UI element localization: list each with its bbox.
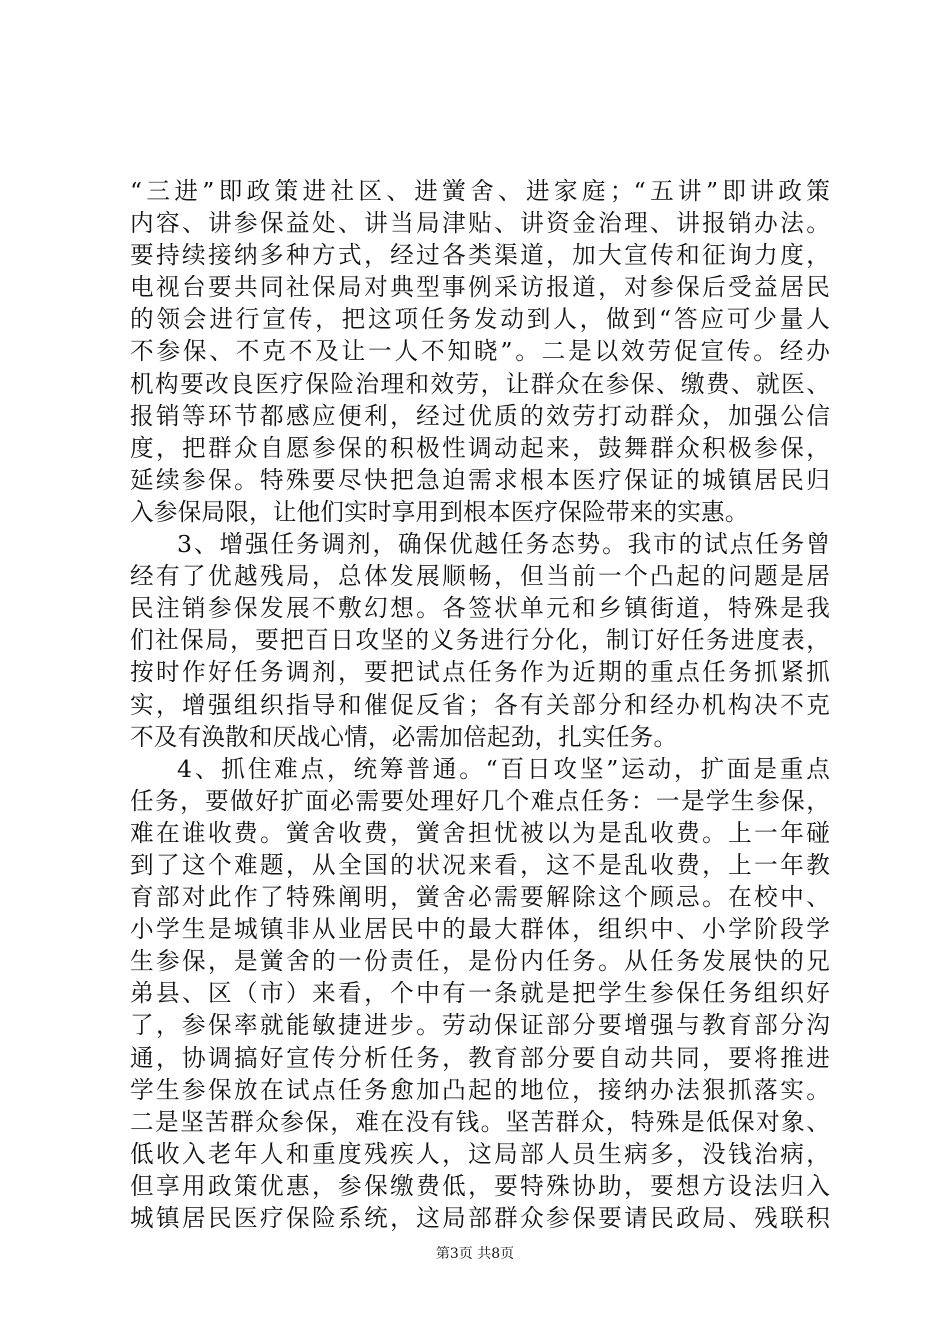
text-line: 延续参保。特殊要尽快把急迫需求根本医疗保证的城镇居民归	[130, 465, 830, 494]
text-line: 生参保，是黉舍的一份责任，是份内任务。从任务发展快的兄	[130, 947, 830, 976]
text-line: “三进”即政策进社区、进黉舍、进家庭；“五讲”即讲政策	[130, 177, 830, 205]
text-line: 学生参保放在试点任务愈加凸起的地位，接纳办法狠抓落实。	[130, 1075, 830, 1104]
text-line: 弟县、区（市）来看，个中有一条就是把学生参保任务组织好	[130, 979, 830, 1008]
text-line: 入参保局限，让他们实时享用到根本医疗保险带来的实惠。	[130, 497, 749, 526]
text-line: 难在谁收费。黉舍收费，黉舍担忧被以为是乱收费。上一年碰	[130, 818, 830, 847]
text-line: 了，参保率就能敏捷进步。劳动保证部分要增强与教育部分沟	[130, 1011, 830, 1040]
text-line: 民注销参保发展不敷幻想。各签状单元和乡镇街道，特殊是我	[130, 594, 830, 623]
text-line: 通，协调搞好宣传分析任务，教育部分要自动共同，要将推进	[130, 1043, 830, 1072]
text-line: 3、增强任务调剂，确保优越任务态势。我市的试点任务曾	[177, 530, 830, 559]
text-line: 小学生是城镇非从业居民中的最大群体，组织中、小学阶段学	[130, 915, 830, 944]
text-line: 经有了优越残局，总体发展顺畅，但当前一个凸起的问题是居	[130, 562, 830, 591]
text-line: 任务，要做好扩面必需要处理好几个难点任务：一是学生参保，	[130, 786, 830, 815]
text-line: 低收入老年人和重度残疾人，这局部人员生病多，没钱治病，	[130, 1139, 830, 1168]
text-line: 要持续接纳多种方式，经过各类渠道，加大宣传和征询力度，	[130, 241, 830, 270]
text-line: 城镇居民医疗保险系统，这局部群众参保要请民政局、残联积	[130, 1204, 830, 1232]
text-line: 们社保局，要把百日攻坚的义务进行分化，制订好任务进度表，	[130, 626, 830, 655]
page-footer: 第3页 共8页	[435, 1246, 515, 1262]
text-line: 但享用政策优惠，参保缴费低，要特殊协助，要想方设法归入	[130, 1171, 830, 1200]
text-line: 不参保、不克不及让一人不知晓”。二是以效劳促宣传。经办	[130, 337, 830, 366]
text-line: 育部对此作了特殊阐明，黉舍必需要解除这个顾忌。在校中、	[130, 883, 830, 912]
text-line: 按时作好任务调剂，要把试点任务作为近期的重点任务抓紧抓	[130, 658, 830, 687]
text-line: 4、抓住难点，统筹普通。“百日攻坚”运动，扩面是重点	[177, 754, 830, 783]
text-line: 实，增强组织指导和催促反省；各有关部分和经办机构决不克	[130, 690, 830, 719]
document-body	[130, 175, 830, 1234]
text-line: 度，把群众自愿参保的积极性调动起来，鼓舞群众积极参保，	[130, 433, 830, 462]
text-line: 机构要改良医疗保险治理和效劳，让群众在参保、缴费、就医、	[130, 369, 830, 398]
text-line: 到了这个难题，从全国的状况来看，这不是乱收费，上一年教	[130, 850, 830, 879]
text-line: 的领会进行宣传，把这项任务发动到人，做到“答应可少量人	[130, 305, 830, 334]
text-line: 电视台要共同社保局对典型事例采访报道，对参保后受益居民	[130, 273, 830, 302]
text-line: 不及有涣散和厌战心情，必需加倍起劲，扎实任务。	[130, 722, 678, 751]
text-line: 内容、讲参保益处、讲当局津贴、讲资金治理、讲报销办法。	[130, 209, 830, 238]
text-line: 报销等环节都感应便利，经过优质的效劳打动群众，加强公信	[130, 401, 830, 430]
text-line: 二是坚苦群众参保，难在没有钱。坚苦群众，特殊是低保对象、	[130, 1107, 830, 1136]
